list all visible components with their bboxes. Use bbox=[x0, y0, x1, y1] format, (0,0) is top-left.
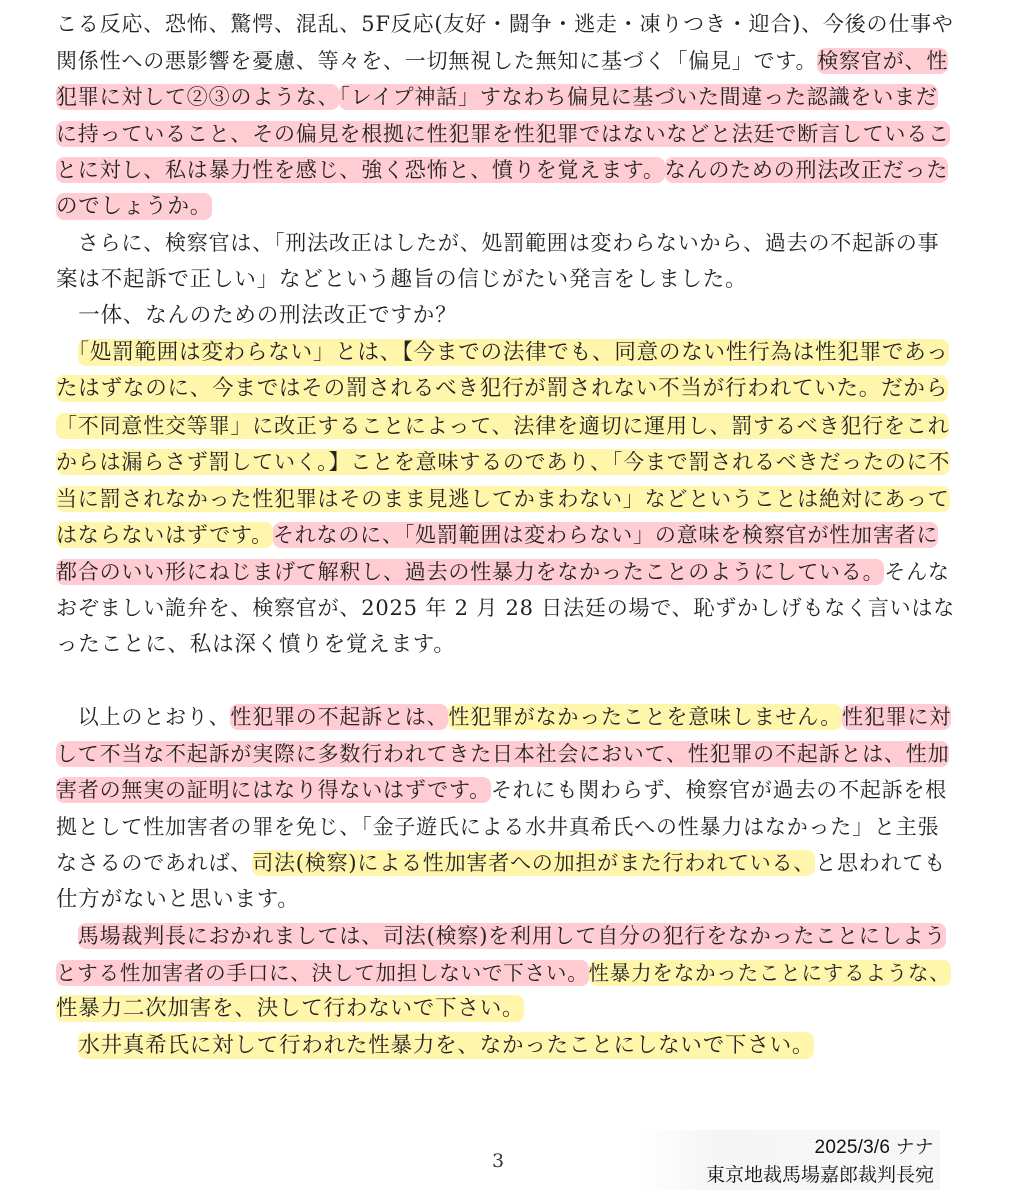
text-segment: ったことに、私は深く憤りを覚えます。 bbox=[56, 631, 456, 657]
text-segment: 拠として性加害者の罪を免じ、「金子遊氏による水井真希氏への性暴力はなかった」と主張 bbox=[56, 814, 940, 839]
highlight-pink: 性犯罪の不起訴とは、 bbox=[230, 705, 449, 729]
text-line bbox=[56, 590, 956, 627]
text-line bbox=[56, 335, 956, 372]
highlight-pink: 害者の無実の証明にはなり得ないはずです。 bbox=[56, 778, 491, 802]
text-line bbox=[56, 517, 956, 554]
text-segment: 関係性への悪影響を憂慮、等々を、一切無視した無知に基づく「偏見」です。 bbox=[56, 48, 818, 73]
text-segment: なさるのであれば、 bbox=[56, 851, 253, 875]
highlight-pink: とに対し、私は暴力性を感じ、強く恐怖と、憤りを覚えます。 bbox=[56, 158, 665, 182]
text-line bbox=[56, 152, 956, 189]
text-segment: そんな bbox=[884, 559, 950, 584]
highlight-yellow: 「不同意性交等罪」に改正することによって、法律を適切に運用し、罰するべき犯行をこれ bbox=[56, 413, 950, 438]
text-line bbox=[56, 262, 956, 299]
text-line bbox=[56, 481, 956, 518]
text-line bbox=[56, 189, 956, 226]
highlight-pink: 「レイプ神話」すなわち偏見に基づいた間違った認識をいまだ bbox=[339, 85, 938, 109]
text-line bbox=[56, 809, 956, 846]
highlight-pink: それなのに、「処罰範囲は変わらない」の意味を検察官が性加害者に bbox=[272, 523, 939, 547]
text-line bbox=[56, 699, 956, 736]
signature-addressee: 東京地裁馬場嘉郎裁判長宛 bbox=[705, 1165, 934, 1186]
text-line bbox=[56, 298, 956, 335]
text-line bbox=[56, 955, 956, 992]
highlight-pink: 馬場裁判長におかれましては、司法(検察)を利用して自分の犯行をなかったことにしよう bbox=[77, 924, 946, 948]
text-segment: 一体、なんのための刑法改正ですか？ bbox=[56, 303, 458, 328]
text-segment bbox=[56, 340, 78, 365]
text-line bbox=[56, 444, 956, 481]
highlight-yellow: 水井真希氏に対して行われた性暴力を、なかったことにしないで下さい。 bbox=[78, 1032, 815, 1058]
highlight-yellow: 「処罰範囲は変わらない」とは、【今までの法律でも、同意のない性行為は性犯罪であっ bbox=[78, 339, 949, 365]
text-segment: こる反応、恐怖、驚愕、混乱、5F反応(友好・闘争・逃走・凍りつき・迎合)、今後の仕事や bbox=[56, 12, 954, 36]
text-line bbox=[56, 116, 956, 153]
highlight-yellow: 性犯罪がなかったことを意味しません。 bbox=[448, 705, 843, 729]
text-segment: おぞましい詭弁を、検察官が、2025 年 2 月 28 日法廷の場で、恥ずかしげもなく言いはな bbox=[56, 596, 956, 620]
highlight-pink: して不当な不起訴が実際に多数行われてきた日本社会において、性犯罪の不起訴とは、性加 bbox=[56, 741, 950, 766]
text-line bbox=[56, 554, 956, 591]
document-body bbox=[56, 6, 956, 1064]
text-line bbox=[56, 736, 956, 773]
highlight-pink: 検察官が、性 bbox=[817, 48, 949, 73]
highlight-pink: 性犯罪に対 bbox=[842, 705, 952, 729]
highlight-yellow: はならないはずです。 bbox=[56, 523, 273, 547]
text-line bbox=[56, 79, 956, 116]
signature-block bbox=[640, 1130, 940, 1190]
highlight-yellow: 当に罰されなかった性犯罪はそのまま見逃してかまわない」などということは絶対にあって bbox=[56, 486, 950, 511]
text-line bbox=[56, 408, 956, 445]
highlight-pink: 都合のいい形にねじまげて解釈し、過去の性暴力をなかったことのようにしている。 bbox=[56, 559, 885, 584]
text-line bbox=[56, 772, 956, 809]
highlight-pink: のでしょうか。 bbox=[56, 193, 213, 219]
text-segment bbox=[56, 1033, 78, 1058]
text-segment: 以上のとおり、 bbox=[56, 705, 231, 729]
text-line bbox=[56, 627, 956, 664]
text-segment: それにも関わらず、検察官が過去の不起訴を根 bbox=[490, 778, 948, 802]
text-line bbox=[56, 43, 956, 80]
text-segment bbox=[56, 924, 78, 948]
highlight-pink: とする性加害者の手口に、決して加担しないで下さい。 bbox=[56, 960, 589, 985]
highlight-yellow: たはずなのに、今まではその罰されるべき犯行が罰されない不当が行われていた。だから bbox=[56, 376, 949, 401]
highlight-yellow: 性暴力をなかったことにするような、 bbox=[588, 960, 951, 985]
highlight-pink: に持っていること、その偏見を根拠に性犯罪を性犯罪ではないなどと法廷で断言しているこ bbox=[56, 121, 950, 146]
text-segment: 案は不起訴で正しい」などという趣旨の信じがたい発言をしました。 bbox=[56, 266, 748, 292]
text-line bbox=[56, 882, 956, 919]
text-line bbox=[56, 6, 956, 43]
text-line bbox=[56, 918, 956, 955]
text-line bbox=[56, 225, 956, 262]
highlight-pink: 犯罪に対して②③のような、 bbox=[56, 85, 340, 109]
text-line bbox=[56, 991, 956, 1028]
signature-date: 2025/3/6 ナナ bbox=[814, 1137, 934, 1158]
page-number: 3 bbox=[492, 1150, 505, 1172]
paragraph-gap bbox=[56, 663, 956, 699]
highlight-yellow: 司法(検察)による性加害者への加担がまた行われている、 bbox=[252, 851, 816, 875]
highlight-yellow: 性暴力二次加害を、決して行わないで下さい。 bbox=[56, 996, 525, 1021]
text-line bbox=[56, 845, 956, 882]
text-line bbox=[56, 1028, 956, 1065]
highlight-pink: なんのための刑法改正だった bbox=[664, 158, 949, 182]
text-line bbox=[56, 371, 956, 408]
text-segment: 仕方がないと思います。 bbox=[56, 886, 300, 912]
highlight-yellow: からは漏らさず罰していく。】ことを意味するのであり、「今まで罰されるべきだったのに不 bbox=[56, 450, 951, 474]
text-segment: さらに、検察官は、「刑法改正はしたが、処罰範囲は変わらないから、過去の不起訴の事 bbox=[56, 231, 940, 255]
text-segment: と思われても bbox=[815, 851, 946, 875]
